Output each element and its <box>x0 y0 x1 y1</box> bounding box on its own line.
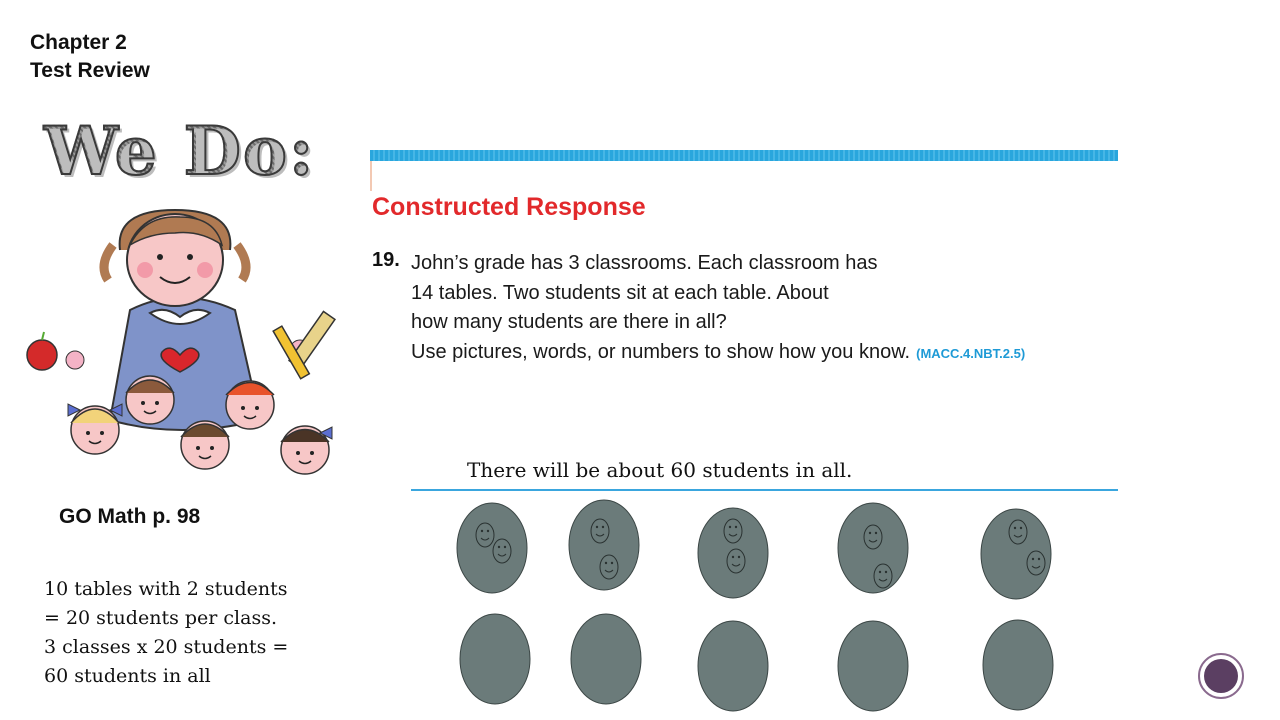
problem-text <box>411 249 1025 368</box>
teacher-students-clipart <box>20 205 360 495</box>
student-smiley-icon <box>727 549 745 573</box>
table-oval <box>569 500 639 590</box>
slide-header <box>30 29 150 85</box>
solution-line: 60 students in all <box>44 665 211 687</box>
problem-line-with-standard <box>411 338 1025 369</box>
student-smiley-icon <box>1009 520 1027 544</box>
table-oval <box>838 503 908 593</box>
standard-code: (MACC.4.NBT.2.5) <box>916 345 1026 361</box>
table-oval-empty <box>838 621 908 711</box>
student-smiley-icon <box>476 523 494 547</box>
student-smiley-icon <box>591 519 609 543</box>
solution-line: = 20 students per class. <box>44 607 277 629</box>
textbook-problem-panel <box>370 150 1118 495</box>
table-oval-empty <box>983 620 1053 710</box>
worked-solution <box>44 575 288 691</box>
table-oval-empty <box>460 614 530 704</box>
chapter-title: Chapter 2 <box>30 31 127 54</box>
chapter-subtitle: Test Review <box>30 59 150 82</box>
table-oval-empty <box>698 621 768 711</box>
student-smiley-icon <box>724 519 742 543</box>
answer-text: There will be about 60 students in all. <box>467 458 853 482</box>
student-smiley-icon <box>600 555 618 579</box>
solution-line: 3 classes x 20 students = <box>44 636 289 658</box>
nav-button-icon <box>1204 659 1238 693</box>
table-oval <box>981 509 1051 599</box>
solution-line: 10 tables with 2 students <box>44 578 288 600</box>
textbook-page-reference: GO Math p. 98 <box>59 505 201 528</box>
student-smiley-icon <box>874 564 892 588</box>
problem-line: Use pictures, words, or numbers to show how you know. <box>411 340 911 363</box>
student-smiley-icon <box>493 539 511 563</box>
we-do-heading: We Do: <box>44 112 316 190</box>
table-oval-empty <box>571 614 641 704</box>
problem-number: 19. <box>372 249 400 271</box>
textbook-header-bar <box>370 150 1118 161</box>
slide-nav-button[interactable] <box>1198 653 1244 699</box>
student-smiley-icon <box>864 525 882 549</box>
problem-line: John’s grade has 3 classrooms. Each classroom has <box>411 252 878 274</box>
student-smiley-icon <box>1027 551 1045 575</box>
table-oval <box>457 503 527 593</box>
problem-line: how many students are there in all? <box>411 311 727 333</box>
table-oval <box>698 508 768 598</box>
section-title: Constructed Response <box>372 193 646 221</box>
answer-line <box>411 489 1118 491</box>
problem-line: 14 tables. Two students sit at each table. About <box>411 281 829 304</box>
page-edge <box>370 161 372 191</box>
